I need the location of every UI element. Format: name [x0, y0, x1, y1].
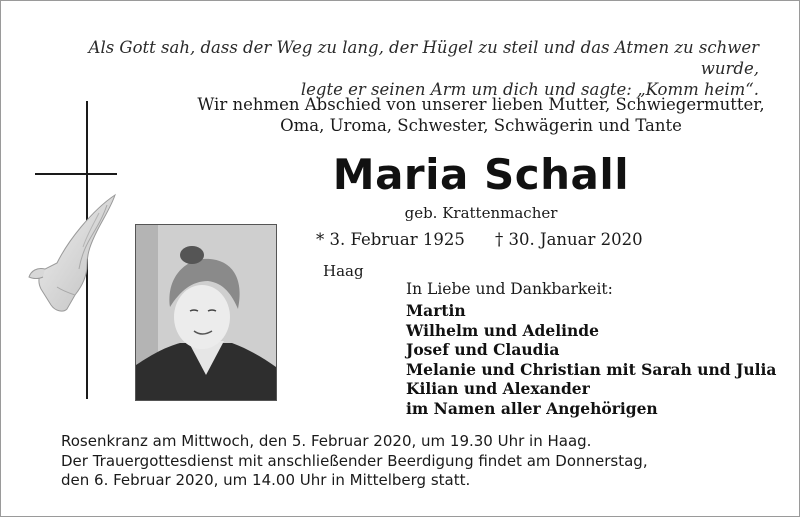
- portrait-photo: [135, 224, 277, 401]
- thanks-heading: In Liebe und Dankbarkeit:: [406, 280, 613, 298]
- service-line-2: Der Trauergottesdienst mit anschließender Beerdigung findet am Donnerstag,: [61, 451, 648, 470]
- praying-hands-icon: [27, 191, 127, 320]
- list-item: Martin: [406, 301, 466, 320]
- quote-line-1: Als Gott sah, dass der Weg zu lang, der Hügel zu steil und das Atmen zu schwer wurde,: [88, 38, 759, 78]
- birth-date: * 3. Februar 1925: [316, 230, 465, 249]
- service-line-1: Rosenkranz am Mittwoch, den 5. Februar 2020, um 19.30 Uhr in Haag.: [61, 432, 592, 450]
- quote-line-2: legte er seinen Arm um dich und sagte: „Komm heim“.: [300, 80, 759, 99]
- mourners-list: [406, 301, 776, 418]
- service-details: [61, 432, 648, 491]
- list-item: Kilian und Alexander: [406, 379, 590, 398]
- intro-line-2: Oma, Uroma, Schwester, Schwägerin und Tante: [280, 116, 682, 135]
- residence-place: Haag: [323, 262, 364, 280]
- memorial-quote: [39, 37, 759, 100]
- list-item: Wilhelm und Adelinde: [406, 320, 599, 340]
- deceased-name: Maria Schall: [332, 150, 630, 199]
- list-item: im Namen aller Angehörigen: [406, 398, 658, 418]
- birth-name: geb. Krattenmacher: [404, 204, 558, 222]
- farewell-intro: [181, 94, 781, 136]
- death-date: † 30. Januar 2020: [495, 230, 643, 249]
- list-item: Melanie und Christian mit Sarah und Julia: [406, 359, 777, 379]
- list-item: Josef und Claudia: [406, 340, 560, 359]
- intro-line-1: Wir nehmen Abschied von unserer lieben Mutter, Schwiegermutter,: [197, 95, 765, 114]
- service-line-3: den 6. Februar 2020, um 14.00 Uhr in Mittelberg statt.: [61, 471, 471, 489]
